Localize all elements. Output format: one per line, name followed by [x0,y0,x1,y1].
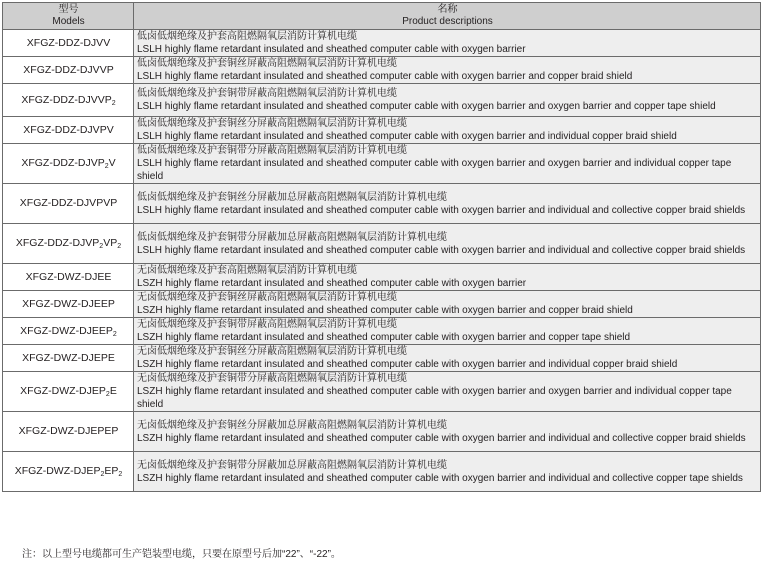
description-cn: 无卤低烟绝缘及护套铜带分屏蔽高阻燃隔氧层消防计算机电缆 [137,373,407,384]
model-code: XFGZ-DDZ-DJVVP [23,63,114,76]
model-cell [3,452,134,492]
model-code-tail: E [109,385,117,397]
model-subscript: 2 [100,471,105,478]
model-code-tail: EP [104,465,119,477]
description-en: LSZH highly flame retardant insulated and sheathed computer cable with oxygen barrier and individual and collective copper tape shields [137,472,743,484]
model-code: XFGZ-DWZ-DJEPEP [18,425,119,437]
description-cn: 低卤低烟绝缘及护套铜丝分屏蔽加总屏蔽高阻燃隔氧层消防计算机电缆 [137,191,447,203]
description-cell [134,144,761,184]
model-cell [3,144,134,184]
table-row [3,291,761,318]
description-en: LSZH highly flame retardant insulated and sheathed computer cable with oxygen barrier [137,278,527,289]
description-cn: 低卤低烟绝缘及护套铜丝分屏蔽高阻燃隔氧层消防计算机电缆 [137,118,407,129]
table-row [3,84,761,117]
model-cell [3,84,134,117]
description-cn: 低卤低烟绝缘及护套高阻燃隔氧层消防计算机电缆 [137,31,357,42]
description-cell [134,372,761,412]
description-cell [134,345,761,372]
description-cn: 无卤低烟绝缘及护套铜带屏蔽高阻燃隔氧层消防计算机电缆 [137,319,397,330]
model-cell [3,264,134,291]
description-cell [134,452,761,492]
description-cell [134,291,761,318]
model-cell [3,184,134,224]
model-subscript: 2 [112,330,117,338]
description-cell [134,84,761,117]
model-subscript: 2 [111,99,116,107]
description-en: LSLH highly flame retardant insulated and sheathed computer cable with oxygen barrier and individual and collective copper braid shields [137,204,746,216]
description-en: LSZH highly flame retardant insulated and sheathed computer cable with oxygen barrier and oxygen barrier and individual copper tape shield [137,386,732,410]
description-cn: 无卤低烟绝缘及护套铜丝分屏蔽加总屏蔽高阻燃隔氧层消防计算机电缆 [137,419,447,431]
model-cell [3,318,134,345]
description-cell [134,30,761,57]
description-en: LSLH highly flame retardant insulated and sheathed computer cable with oxygen barrier and individual and collective copper braid shields [137,244,746,256]
description-en: LSLH highly flame retardant insulated and sheathed computer cable with oxygen barrier and oxygen barrier and individual copper tape shield [137,158,732,182]
description-cn: 无卤低烟绝缘及护套铜丝分屏蔽高阻燃隔氧层消防计算机电缆 [137,346,407,357]
model-subscript: 2 [104,163,109,170]
model-cell [3,57,134,84]
model-code: XFGZ-DDZ-DJVV [26,36,111,49]
description-cell [134,57,761,84]
model-cell [3,117,134,144]
model-subscript: 2 [105,391,110,398]
model-cell [3,345,134,372]
table-row [3,372,761,412]
table-row [3,57,761,84]
model-cell [3,372,134,412]
table-row [3,452,761,492]
model-code: XFGZ-DDZ-DJVPV [23,123,114,136]
model-code: XFGZ-DWZ-DJEPE [22,351,115,364]
model-code-tail: VP [103,237,118,249]
table-row [3,144,761,184]
table-row [3,117,761,144]
table-row [3,318,761,345]
description-en: LSLH highly flame retardant insulated and sheathed computer cable with oxygen barrier and individual copper braid shield [137,131,677,142]
model-code: XFGZ-DDZ-DJVP [15,237,100,249]
model-code: XFGZ-DWZ-DJEP [20,385,106,397]
model-code-tail: V [108,157,116,169]
table-row [3,412,761,452]
description-cn: 无卤低烟绝缘及护套铜带分屏蔽加总屏蔽高阻燃隔氧层消防计算机电缆 [137,459,447,471]
header-models [3,3,134,30]
model-code: XFGZ-DDZ-DJVVP [21,93,112,106]
table-row [3,264,761,291]
description-cn: 无卤低烟绝缘及护套高阻燃隔氧层消防计算机电缆 [137,265,357,276]
header-models-en: Models [52,16,85,27]
model-code: XFGZ-DWZ-DJEP [14,465,101,477]
description-en: LSZH highly flame retardant insulated and sheathed computer cable with oxygen barrier and copper braid shield [137,305,633,316]
model-code: XFGZ-DDZ-DJVP [21,157,105,169]
model-subscript: 2 [99,243,104,250]
model-cell [3,291,134,318]
description-cell [134,224,761,264]
description-en: LSZH highly flame retardant insulated and sheathed computer cable with oxygen barrier and individual and collective copper braid shields [137,432,746,444]
description-en: LSLH highly flame retardant insulated and sheathed computer cable with oxygen barrier [137,44,526,55]
description-cell [134,184,761,224]
description-cell [134,318,761,345]
table-row [3,224,761,264]
description-cn: 低卤低烟绝缘及护套铜丝屏蔽高阻燃隔氧层消防计算机电缆 [137,58,397,69]
table-row [3,30,761,57]
model-cell [3,412,134,452]
model-subscript-2: 2 [117,243,122,250]
header-models-cn: 型号 [58,4,79,15]
model-cell [3,224,134,264]
description-en: LSZH highly flame retardant insulated and sheathed computer cable with oxygen barrier and individual copper braid shield [137,359,678,370]
footnote: 注：以上型号电缆都可生产铠装型电缆，只要在原型号后加“22”、“-22”。 [22,549,341,560]
model-code: XFGZ-DDZ-DJVPVP [19,197,118,209]
table-row [3,184,761,224]
description-cn: 无卤低烟绝缘及护套铜丝屏蔽高阻燃隔氧层消防计算机电缆 [137,292,397,303]
table-row [3,345,761,372]
model-cell [3,30,134,57]
description-cn: 低卤低烟绝缘及护套铜带分屏蔽高阻燃隔氧层消防计算机电缆 [137,145,407,156]
model-code: XFGZ-DWZ-DJEEP [22,297,115,310]
model-code: XFGZ-DWZ-DJEEP [20,324,113,337]
model-code: XFGZ-DWZ-DJEE [25,270,112,283]
header-desc-cn: 名称 [437,4,458,15]
description-cn: 低卤低烟绝缘及护套铜带分屏蔽加总屏蔽高阻燃隔氧层消防计算机电缆 [137,231,447,243]
description-en: LSLH highly flame retardant insulated and sheathed computer cable with oxygen barrier and copper braid shield [137,71,633,82]
cable-models-table [2,2,761,492]
description-en: LSZH highly flame retardant insulated and sheathed computer cable with oxygen barrier and copper tape shield [137,332,631,343]
description-cell [134,264,761,291]
description-cell [134,412,761,452]
table-header-row [3,3,761,30]
description-en: LSLH highly flame retardant insulated and sheathed computer cable with oxygen barrier and oxygen barrier and copper tape shield [137,101,716,112]
header-desc-en: Product descriptions [402,16,493,27]
description-cn: 低卤低烟绝缘及护套铜带屏蔽高阻燃隔氧层消防计算机电缆 [137,88,397,99]
description-cell [134,117,761,144]
model-subscript-2: 2 [118,471,123,478]
header-descriptions [134,3,761,30]
